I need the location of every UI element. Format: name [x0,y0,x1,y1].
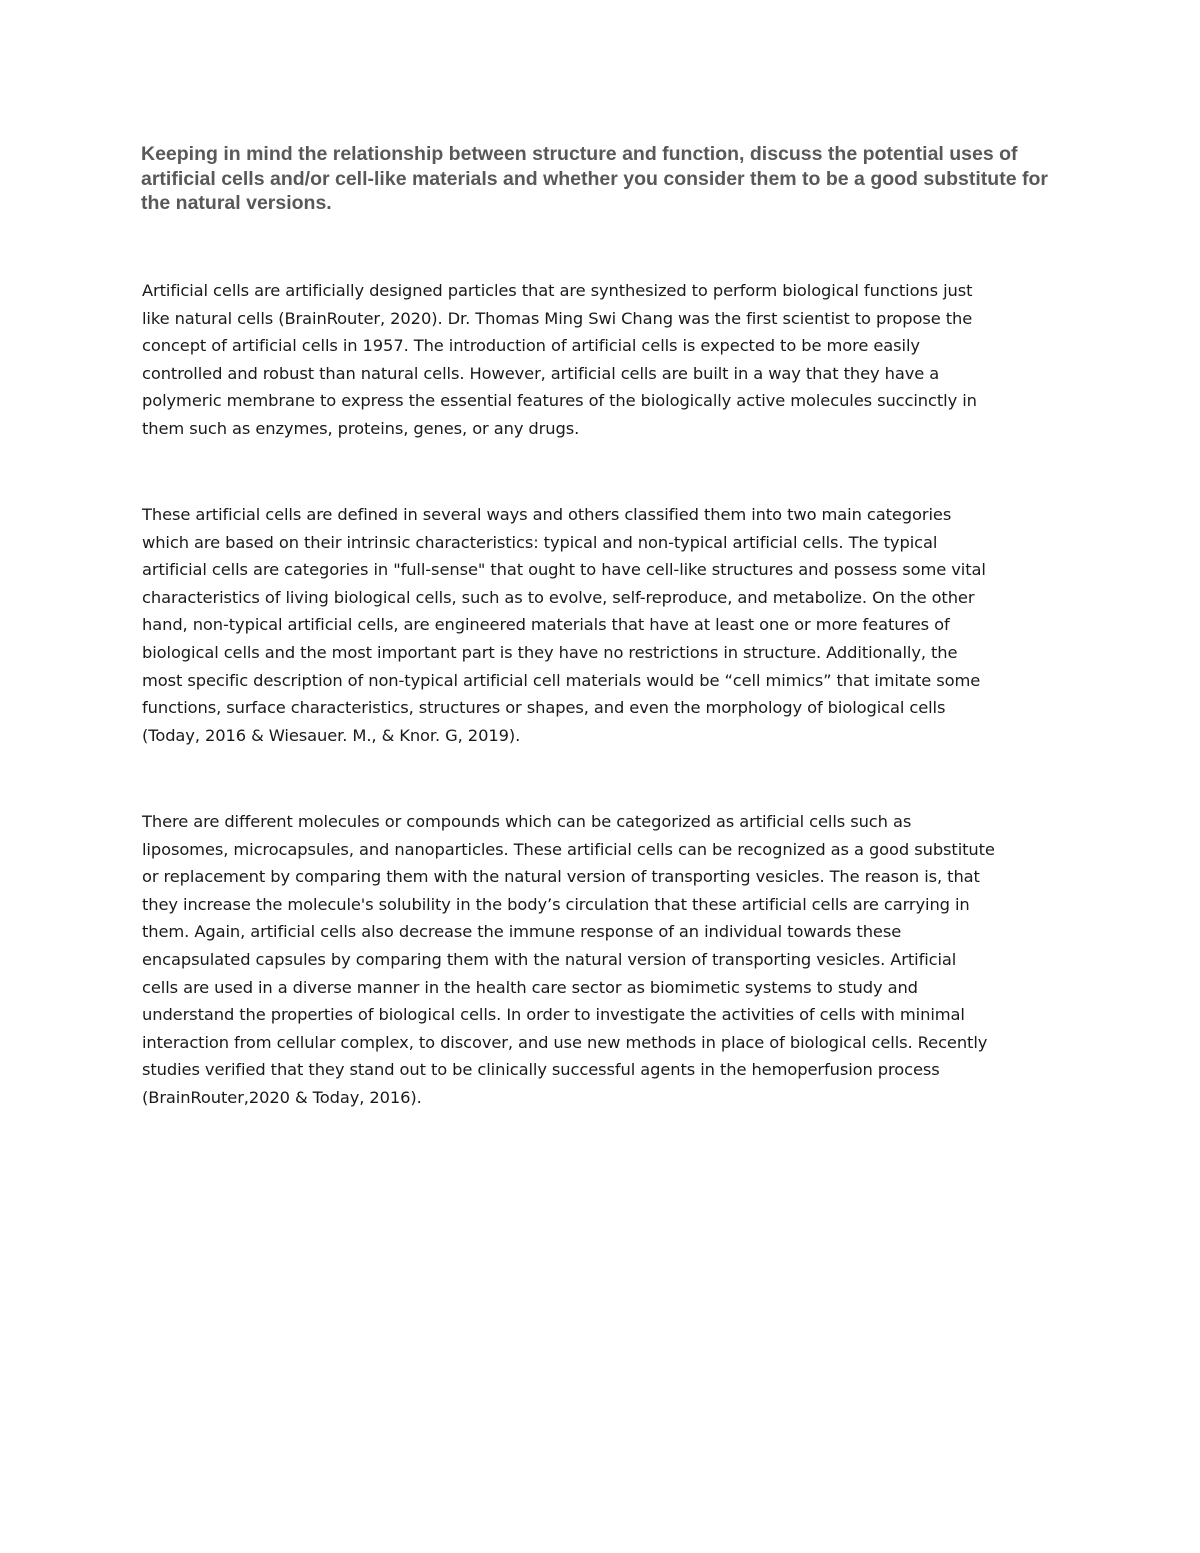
paragraph-line: studies verified that they stand out to be clinically successful agents in the hemoperfusion process [142,1060,940,1080]
paragraph-line: understand the properties of biological cells. In order to investigate the activities of cells with minimal [142,1005,965,1025]
paragraph-line: biological cells and the most important part is they have no restrictions in structure. Additionally, the [142,642,958,662]
paragraph-line: most specific description of non-typical artificial cell materials would be “cell mimics” that imitate some [142,670,981,690]
paragraph-line: artificial cells are categories in "full-sense" that ought to have cell-like structures and possess some vital [142,560,986,580]
question-heading: Keeping in mind the relationship between structure and function, discuss the potential uses of artificial cells and/or cell-like materials and whether you consider them to be a good substitute for the natural versions. [141,143,1048,214]
paragraph-line: There are different molecules or compounds which can be categorized as artificial cells such as [142,812,912,831]
paragraph-1 [142,277,1067,443]
paragraph-line: Artificial cells are artificially designed particles that are synthesized to perform biological functions just [142,281,973,300]
paragraph-line: (Today, 2016 & Wiesauer. M., & Knor. G, 2019). [142,725,521,745]
paragraph-line: polymeric membrane to express the essential features of the biologically active molecules succinctly in [142,391,977,411]
paragraph-line: These artificial cells are defined in several ways and others classified them into two main categories [142,505,952,524]
paragraph-line: controlled and robust than natural cells. However, artificial cells are built in a way that they have a [142,363,940,383]
paragraph-line: them. Again, artificial cells also decrease the immune response of an individual towards these [142,922,902,942]
paragraph-line: hand, non-typical artificial cells, are engineered materials that have at least one or more features of [142,615,950,635]
paragraph-line: concept of artificial cells in 1957. The introduction of artificial cells is expected to be more easily [142,336,920,356]
paragraph-line: which are based on their intrinsic characteristics: typical and non-typical artificial cells. The typical [142,532,938,552]
paragraph-line: they increase the molecule's solubility in the body’s circulation that these artificial cells are carrying in [142,894,970,914]
paragraph-line: (BrainRouter,2020 & Today, 2016). [142,1087,422,1107]
paragraph-line: encapsulated capsules by comparing them with the natural version of transporting vesicles. Artificial [142,949,957,969]
paragraph-line: characteristics of living biological cells, such as to evolve, self-reproduce, and metabolize. On the other [142,587,975,607]
paragraph-line: interaction from cellular complex, to discover, and use new methods in place of biological cells. Recently [142,1032,988,1052]
paragraph-2 [142,501,1067,749]
paragraph-line: them such as enzymes, proteins, genes, or any drugs. [142,418,580,438]
paragraph-line: cells are used in a diverse manner in the health care sector as biomimetic systems to study and [142,977,918,997]
paragraph-line: like natural cells (BrainRouter, 2020). Dr. Thomas Ming Swi Chang was the first scientist to propose the [142,308,973,328]
paragraph-line: liposomes, microcapsules, and nanoparticles. These artificial cells can be recognized as a good substitute [142,839,995,859]
paragraph-line: functions, surface characteristics, structures or shapes, and even the morphology of biological cells [142,698,946,718]
paragraph-3 [142,808,1067,1112]
paragraph-line: or replacement by comparing them with the natural version of transporting vesicles. The reason is, that [142,867,980,887]
